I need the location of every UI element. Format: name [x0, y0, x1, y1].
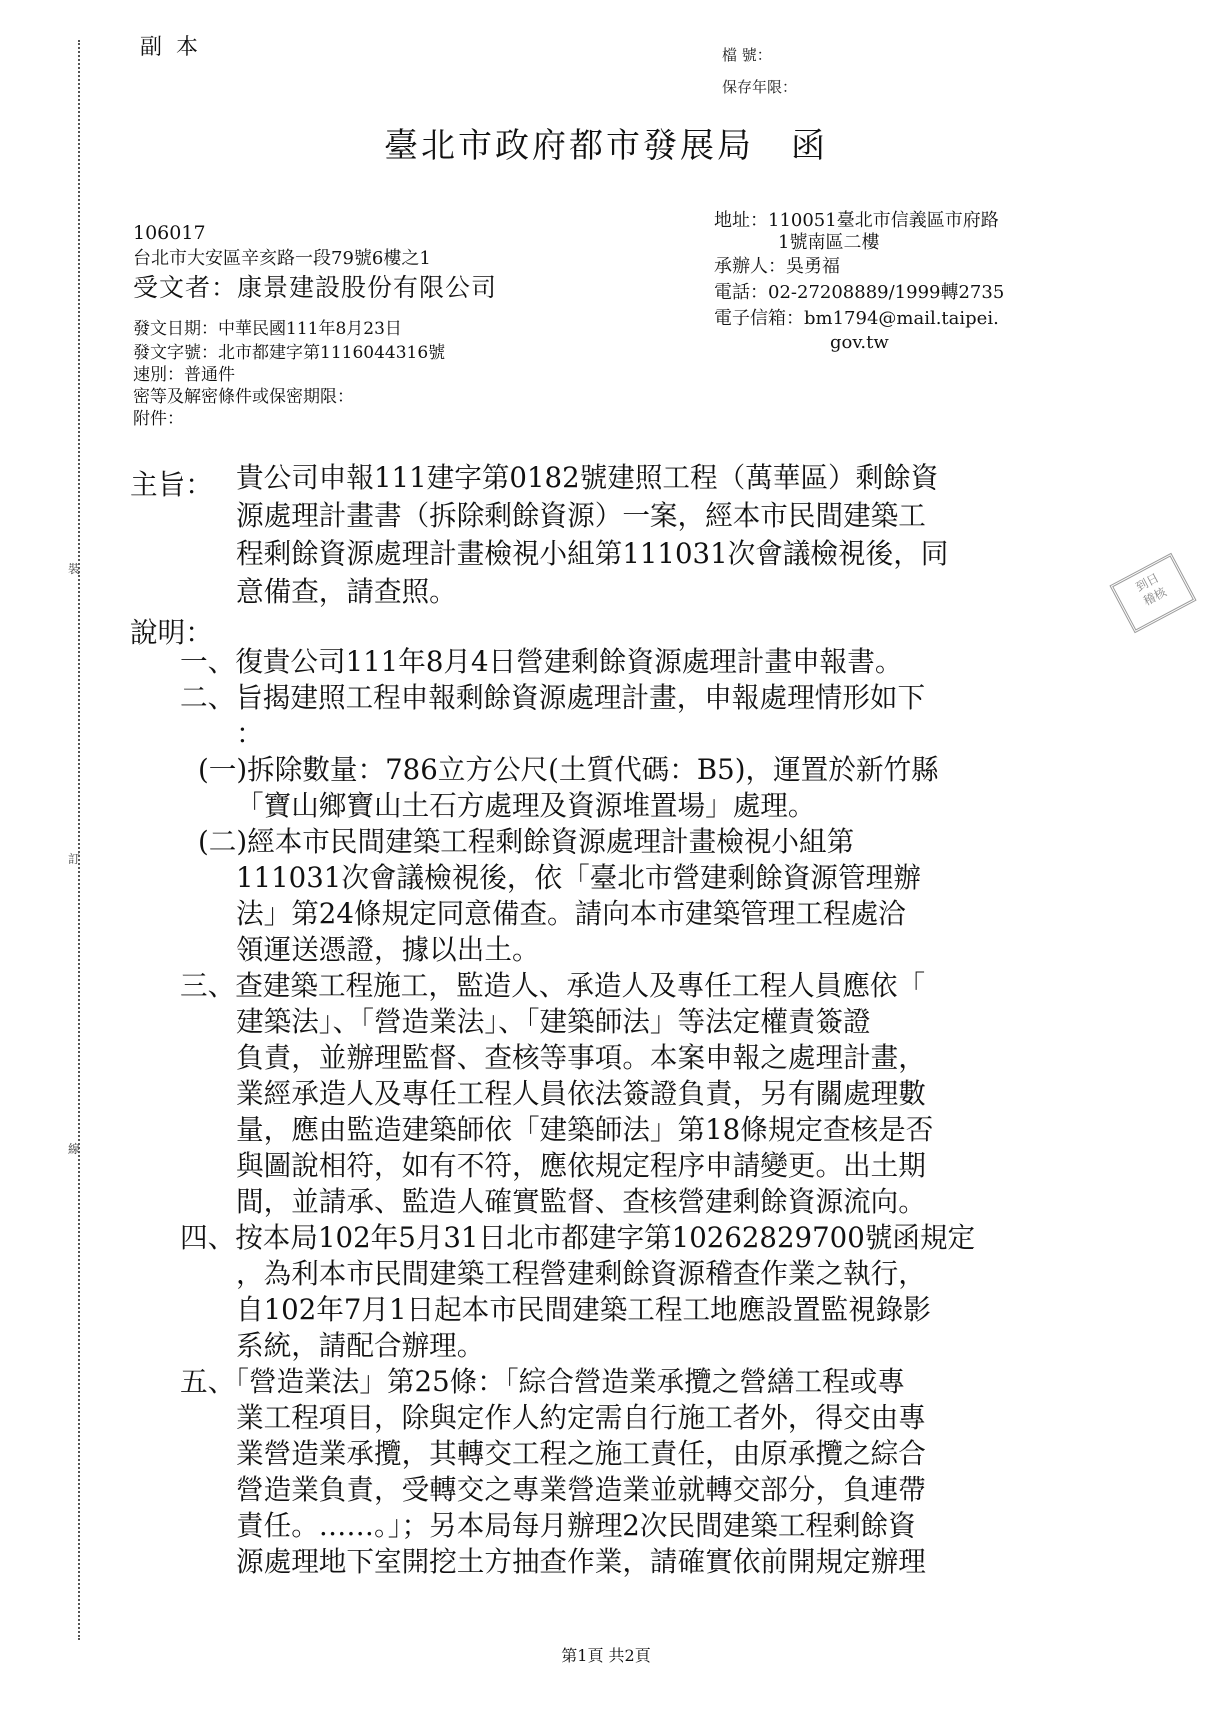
explanation-item-4-cont: 系統，請配合辦理。 — [236, 1329, 485, 1362]
binding-mark-middle: 訂 — [68, 852, 81, 866]
security-level: 密等及解密條件或保密期限： — [133, 387, 354, 407]
sub-item-2-cont: 法」第24條規定同意備查。請向本市建築管理工程處洽 — [236, 897, 906, 930]
explanation-item-4-cont: 自102年7月1日起本市民間建築工程工地應設置監視錄影 — [236, 1293, 931, 1326]
explanation-item-5-cont: 業工程項目，除與定作人約定需自行施工者外，得交由專 — [236, 1401, 926, 1434]
explanation-item-2: 二、旨揭建照工程申報剩餘資源處理計畫，申報處理情形如下 — [180, 681, 926, 714]
recipient-address: 台北市大安區辛亥路一段79號6樓之1 — [133, 248, 431, 269]
explanation-item-3-cont: 量，應由監造建築師依「建築師法」第18條規定查核是否 — [236, 1113, 934, 1146]
subject-line: 意備查，請查照。 — [236, 575, 457, 608]
sub-item-2-cont: 111031次會議檢視後，依「臺北市營建剩餘資源管理辦 — [236, 861, 921, 894]
explanation-item-3-cont: 與圖說相符，如有不符，應依規定程序申請變更。出土期 — [236, 1149, 926, 1182]
explanation-item-3-cont: 負責，並辦理監督、查核等事項。本案申報之處理計畫， — [236, 1041, 926, 1074]
copy-label: 副本 — [140, 35, 213, 60]
sub-item-1: (一)拆除數量：786立方公尺(土質代碼：B5)，運置於新竹縣 — [198, 753, 939, 786]
subject-line: 貴公司申報111建字第0182號建照工程（萬華區）剩餘資 — [236, 461, 939, 494]
postal-code: 106017 — [133, 222, 206, 244]
contact-email-cont[interactable]: gov.tw — [830, 332, 889, 353]
contact-email[interactable]: 電子信箱：bm1794@mail.taipei. — [714, 308, 999, 329]
explanation-item-3-cont: 建築法」、「營造業法」、「建築師法」等法定權責簽證 — [236, 1005, 871, 1038]
binding-line — [78, 40, 80, 1640]
explanation-item-3: 三、查建築工程施工，監造人、承造人及專任工程人員應依「 — [180, 969, 926, 1002]
document-title: 臺北市政府都市發展局 函 — [384, 126, 828, 166]
explanation-item-5-cont: 責任。……。」；另本局每月辦理2次民間建築工程剩餘資 — [236, 1509, 916, 1542]
archive-number-label: 檔 號： — [722, 46, 772, 64]
page-number: 第1頁 共2頁 — [561, 1646, 651, 1665]
retention-period-label: 保存年限： — [722, 78, 798, 96]
stamp-line: 到日 — [1133, 570, 1162, 595]
subject-line: 源處理計畫書（拆除剩餘資源）一案，經本市民間建築工 — [236, 499, 926, 532]
sub-item-1-cont: 「寶山鄉寶山土石方處理及資源堆置場」處理。 — [236, 789, 816, 822]
subject-line: 程剩餘資源處理計畫檢視小組第111031次會議檢視後，同 — [236, 537, 949, 570]
binding-mark-top: 裝 — [68, 562, 81, 576]
explanation-item-1: 一、復貴公司111年8月4日營建剩餘資源處理計畫申報書。 — [180, 645, 903, 678]
explanation-label: 說明： — [130, 616, 213, 649]
explanation-item-4-cont: ，為利本市民間建築工程營建剩餘資源稽查作業之執行， — [236, 1257, 926, 1290]
explanation-item-5: 五、「營造業法」第25條：「綜合營造業承攬之營繕工程或專 — [180, 1365, 905, 1398]
binding-mark-bottom: 線 — [68, 1142, 81, 1156]
explanation-item-5-cont: 源處理地下室開挖土方抽查作業，請確實依前開規定辦理 — [236, 1545, 926, 1578]
contact-address-1: 地址：110051臺北市信義區市府路 — [714, 210, 999, 231]
contact-phone: 電話：02-27208889/1999轉2735 — [714, 282, 1005, 303]
received-stamp — [1109, 553, 1196, 634]
explanation-item-4: 四、按本局102年5月31日北市都建字第10262829700號函規定 — [180, 1221, 976, 1254]
explanation-item-2-cont: ： — [236, 717, 264, 750]
explanation-item-3-cont: 間，並請承、監造人確實監督、查核營建剩餘資源流向。 — [236, 1185, 926, 1218]
explanation-item-3-cont: 業經承造人及專任工程人員依法簽證負責，另有關處理數 — [236, 1077, 926, 1110]
sub-item-2: (二)經本市民間建築工程剩餘資源處理計畫檢視小組第 — [198, 825, 855, 858]
contact-address-2: 1號南區二樓 — [778, 232, 880, 253]
explanation-item-5-cont: 業營造業承攬，其轉交工程之施工責任，由原承攬之綜合 — [236, 1437, 926, 1470]
delivery-speed: 速別：普通件 — [133, 365, 235, 385]
attachment-label: 附件： — [133, 409, 184, 429]
contact-handler: 承辦人：吳勇福 — [714, 256, 840, 277]
explanation-item-5-cont: 營造業負責，受轉交之專業營造業並就轉交部分，負連帶 — [236, 1473, 926, 1506]
issue-date: 發文日期：中華民國111年8月23日 — [133, 319, 402, 339]
sub-item-2-cont: 領運送憑證，據以出土。 — [236, 933, 540, 966]
document-number: 發文字號：北市都建字第1116044316號 — [133, 343, 446, 363]
subject-label: 主旨： — [130, 468, 213, 501]
stamp-line: 稽核 — [1140, 584, 1169, 609]
recipient-name: 受文者：康景建設股份有限公司 — [133, 273, 498, 302]
